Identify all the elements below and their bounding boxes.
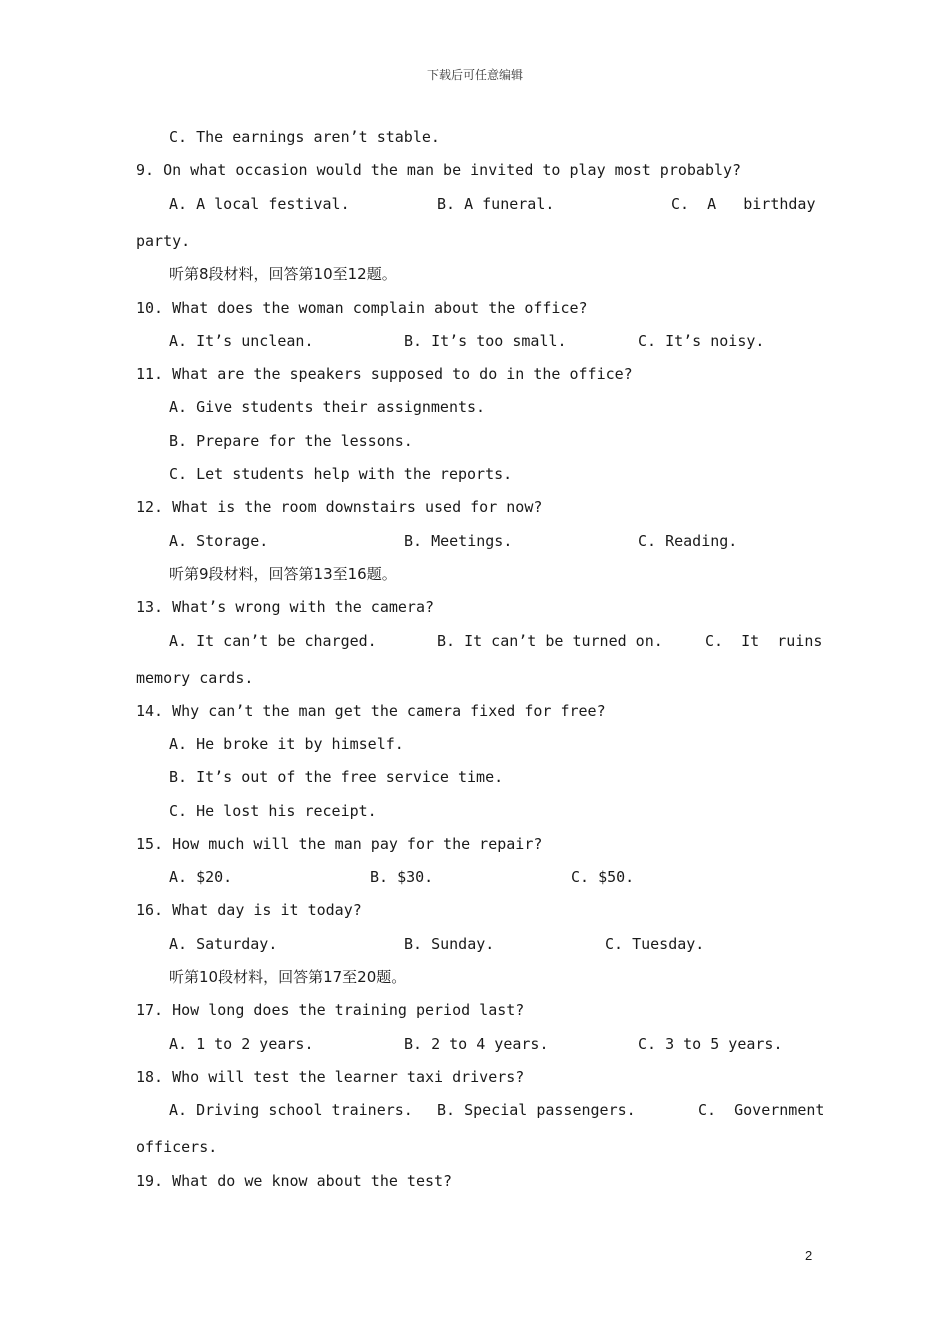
q14-option-b: B. It’s out of the free service time. (169, 768, 504, 786)
q11-option-a: A. Give students their assignments. (169, 398, 486, 416)
question-12: 12. What is the room downstairs used for now? (136, 498, 543, 516)
q18-option-b: B. Special passengers. (437, 1101, 636, 1119)
question-19: 19. What do we know about the test? (136, 1172, 453, 1190)
q16-option-b: B. Sunday. (404, 935, 495, 953)
q8-option-c: C. The earnings aren’t stable. (169, 128, 440, 146)
q13-option-a: A. It can’t be charged. (169, 632, 377, 650)
q12-option-b: B. Meetings. (404, 532, 513, 550)
question-15: 15. How much will the man pay for the repair? (136, 835, 543, 853)
q18-option-c-cont: officers. (136, 1138, 218, 1156)
question-13: 13. What’s wrong with the camera? (136, 598, 435, 616)
section-8-instruction: 听第8段材料，回答第10至12题。 (169, 265, 397, 283)
q17-option-a: A. 1 to 2 years. (169, 1035, 314, 1053)
section-9-instruction: 听第9段材料，回答第13至16题。 (169, 565, 397, 583)
question-17: 17. How long does the training period last? (136, 1001, 525, 1019)
question-9: 9. On what occasion would the man be invited to play most probably? (136, 161, 742, 179)
q11-option-b: B. Prepare for the lessons. (169, 432, 413, 450)
q11-option-c: C. Let students help with the reports. (169, 465, 513, 483)
question-18: 18. Who will test the learner taxi drivers? (136, 1068, 525, 1086)
q13-option-c: C. It ruins (705, 632, 823, 650)
q13-option-b: B. It can’t be turned on. (437, 632, 663, 650)
q17-option-b: B. 2 to 4 years. (404, 1035, 549, 1053)
question-16: 16. What day is it today? (136, 901, 362, 919)
q16-option-c: C. Tuesday. (605, 935, 705, 953)
q18-option-a: A. Driving school trainers. (169, 1101, 413, 1119)
q10-option-a: A. It’s unclean. (169, 332, 314, 350)
q9-option-a: A. A local festival. (169, 195, 350, 213)
q9-option-b: B. A funeral. (437, 195, 555, 213)
q15-option-b: B. $30. (370, 868, 434, 886)
q15-option-c: C. $50. (571, 868, 635, 886)
question-14: 14. Why can’t the man get the camera fixed for free? (136, 702, 606, 720)
q9-option-c: C. A birthday (671, 195, 816, 213)
q10-option-c: C. It’s noisy. (638, 332, 765, 350)
q12-option-c: C. Reading. (638, 532, 738, 550)
section-10-instruction: 听第10段材料，回答第17至20题。 (169, 968, 407, 986)
q18-option-c: C. Government (698, 1101, 825, 1119)
q16-option-a: A. Saturday. (169, 935, 278, 953)
page-number: 2 (805, 1248, 813, 1263)
page-header: 下载后可任意编辑 (426, 68, 523, 82)
q12-option-a: A. Storage. (169, 532, 269, 550)
q15-option-a: A. $20. (169, 868, 233, 886)
q17-option-c: C. 3 to 5 years. (638, 1035, 783, 1053)
q14-option-a: A. He broke it by himself. (169, 735, 404, 753)
question-11: 11. What are the speakers supposed to do in the office? (136, 365, 633, 383)
q14-option-c: C. He lost his receipt. (169, 802, 377, 820)
question-10: 10. What does the woman complain about the office? (136, 299, 588, 317)
q9-option-c-cont: party. (136, 232, 191, 250)
q13-option-c-cont: memory cards. (136, 669, 254, 687)
q10-option-b: B. It’s too small. (404, 332, 567, 350)
